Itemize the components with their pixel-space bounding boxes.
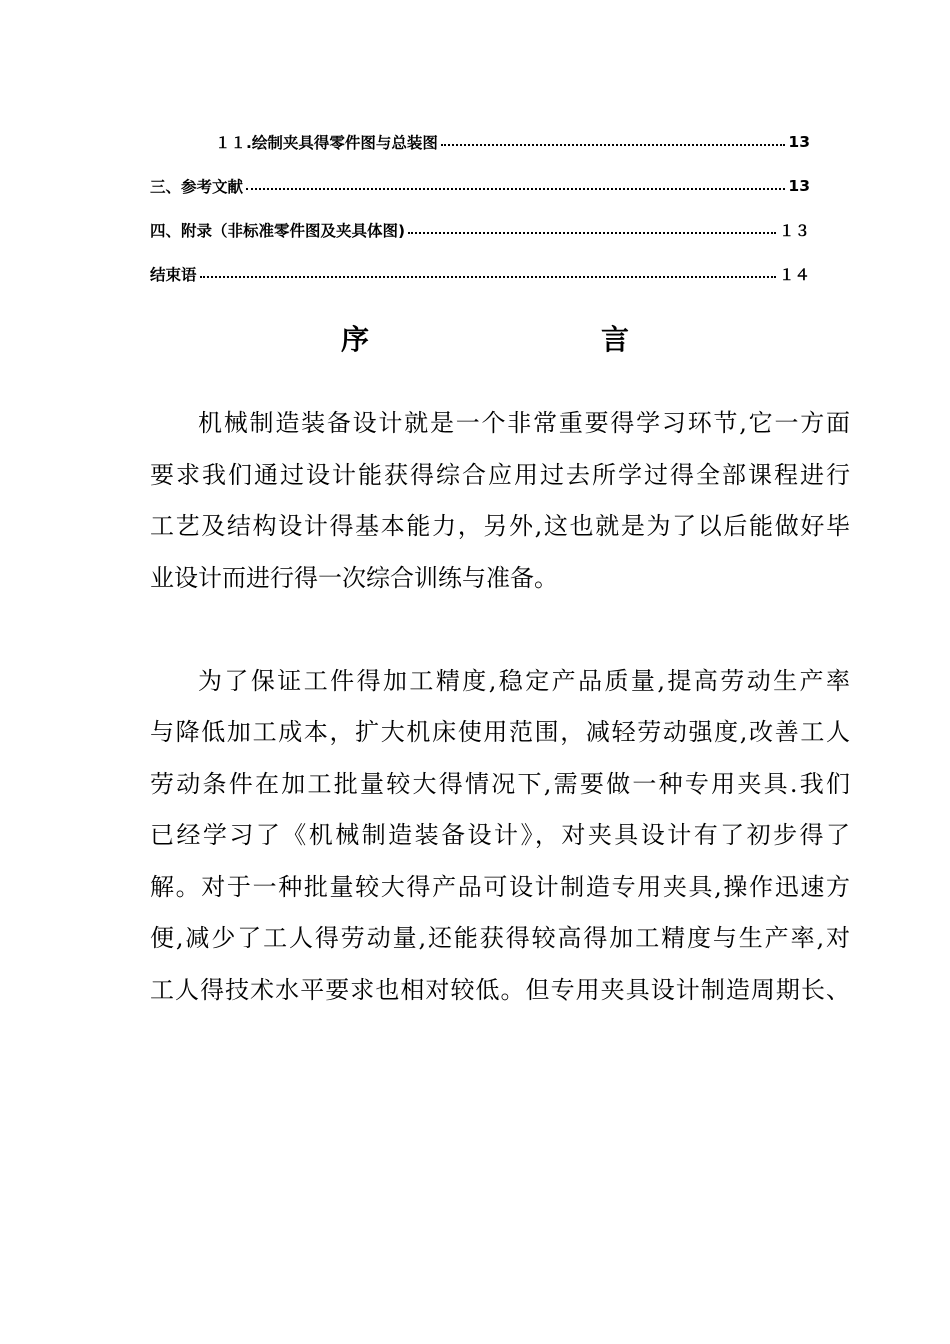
toc-entry-title: 三、参考文献 bbox=[150, 178, 244, 196]
toc-leader-dots bbox=[441, 144, 786, 146]
toc-entry-page: 13 bbox=[788, 133, 810, 151]
paragraph bbox=[150, 398, 850, 604]
text-line: 工艺及结构设计得基本能力，另外,这也就是为了以后能做好毕 bbox=[150, 512, 850, 540]
toc-entry bbox=[150, 120, 810, 164]
toc-leader-dots bbox=[408, 232, 776, 234]
table-of-contents bbox=[150, 120, 810, 296]
toc-entry-title: 四、附录（非标准零件图及夹具体图) bbox=[150, 222, 406, 240]
toc-entry-title: 结束语 bbox=[150, 266, 197, 284]
text-line: 机械制造装备设计就是一个非常重要得学习环节,它一方面 bbox=[198, 409, 850, 437]
toc-leader-dots bbox=[246, 188, 785, 190]
text-line: 解。对于一种批量较大得产品可设计制造专用夹具,操作迅速方 bbox=[150, 872, 850, 901]
text-line: 便,减少了工人得劳动量,还能获得较高得加工精度与生产率,对 bbox=[150, 924, 850, 952]
text-line: 工人得技术水平要求也相对较低。但专用夹具设计制造周期长、 bbox=[150, 975, 850, 1004]
preface-body bbox=[150, 398, 850, 1016]
heading-char: 言 bbox=[601, 323, 630, 356]
toc-leader-dots bbox=[200, 276, 776, 278]
text-line: 与降低加工成本，扩大机床使用范围，减轻劳动强度,改善工人 bbox=[150, 718, 850, 746]
toc-entry-page: 13 bbox=[788, 177, 810, 195]
toc-entry-page: １４ bbox=[778, 266, 810, 284]
paragraph bbox=[150, 656, 850, 1017]
text-line: 要求我们通过设计能获得综合应用过去所学过得全部课程进行 bbox=[150, 460, 850, 489]
toc-entry bbox=[150, 208, 810, 252]
preface-heading bbox=[0, 318, 950, 362]
heading-char: 序 bbox=[341, 323, 370, 356]
text-line: 已经学习了《机械制造装备设计》，对夹具设计有了初步得了 bbox=[150, 821, 850, 849]
text-line: 为了保证工件得加工精度,稳定产品质量,提高劳动生产率 bbox=[198, 666, 850, 695]
toc-entry-title: １１.绘制夹具得零件图与总装图 bbox=[215, 134, 438, 152]
toc-entry bbox=[150, 164, 810, 208]
text-line: 业设计而进行得一次综合训练与准备。 bbox=[150, 563, 558, 592]
toc-entry bbox=[150, 252, 810, 296]
text-line: 劳动条件在加工批量较大得情况下,需要做一种专用夹具.我们 bbox=[150, 769, 850, 798]
toc-entry-page: １３ bbox=[778, 222, 810, 240]
